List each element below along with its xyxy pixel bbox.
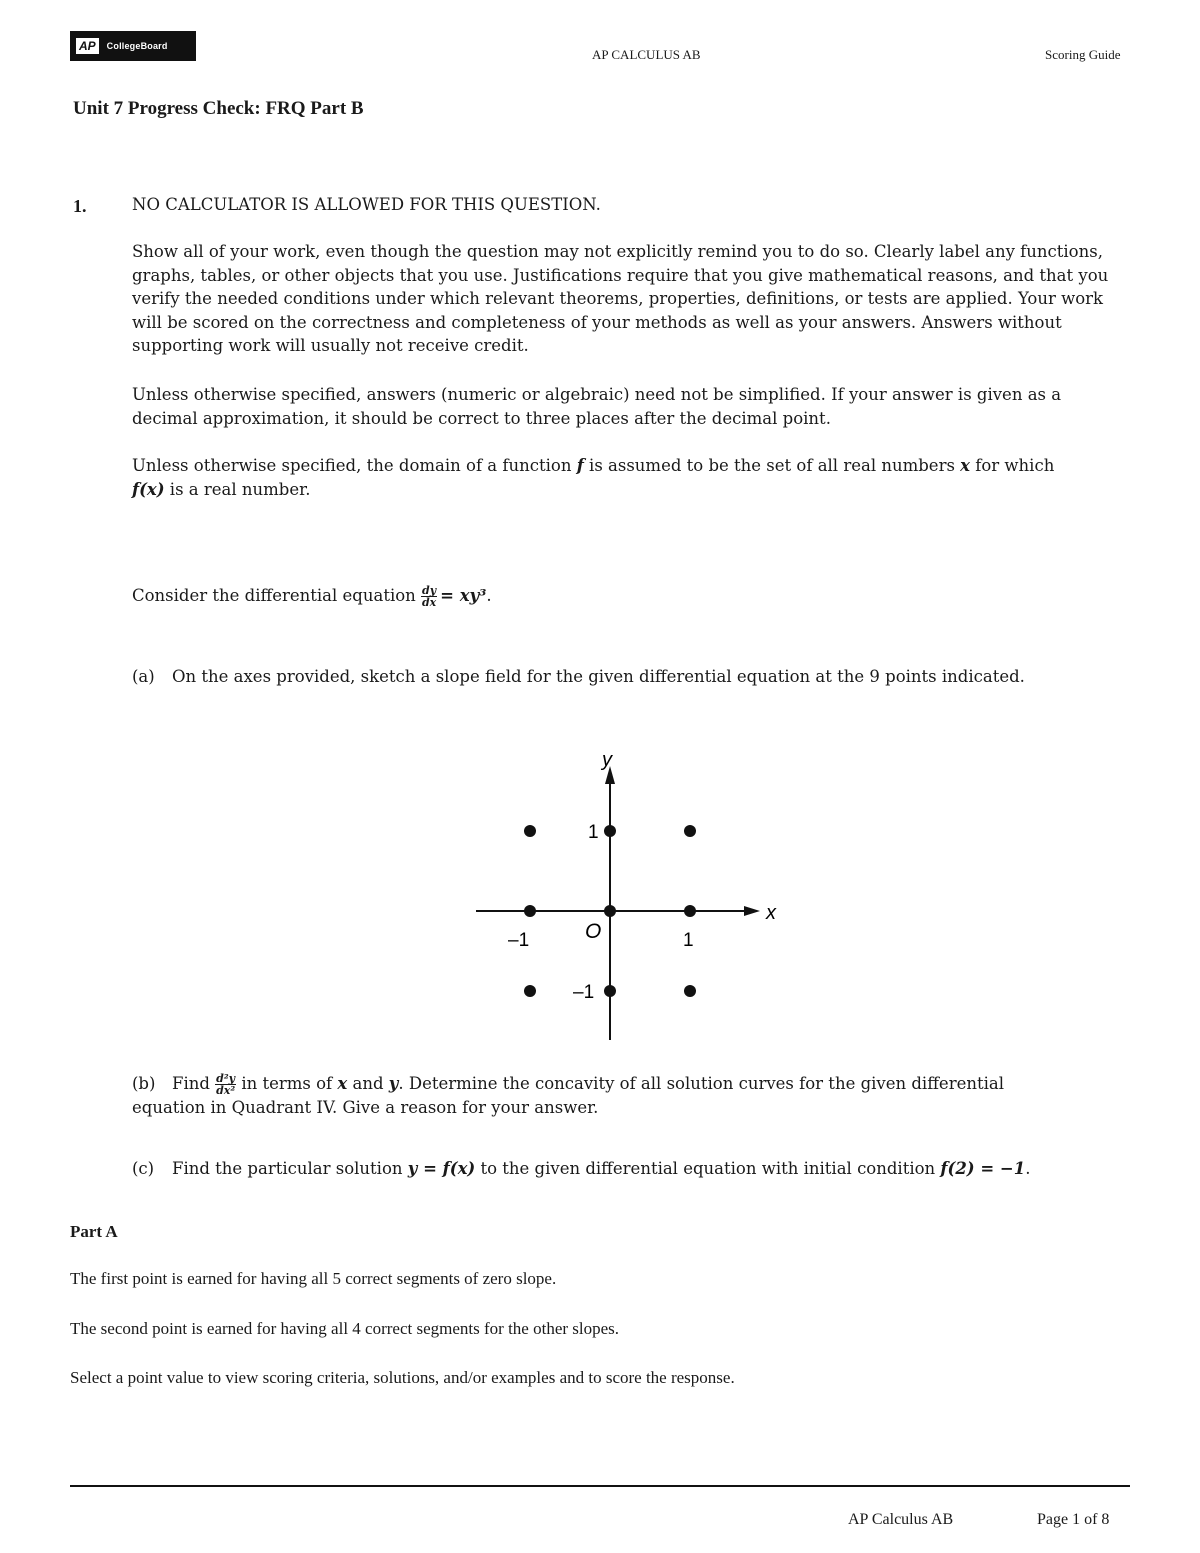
grid-point [524,825,536,837]
grid-point [604,825,616,837]
simplification-paragraph: Unless otherwise specified, answers (numeric or algebraic) need not be simplified. If your answer is given as a decimal approximation, it should be correct to three places after the decimal point. [132,385,1062,428]
grid-point [684,985,696,997]
fraction-numerator: dy [422,584,437,597]
math-initial-condition: f(2) = −1 [940,1159,1026,1178]
scoring-instructions: Select a point value to view scoring criteria, solutions, and/or examples and to score the response. [70,1368,735,1387]
footer-page-number: Page 1 of 8 [1037,1511,1110,1528]
part-c-text-2: to the given differential equation with initial condition [475,1159,941,1178]
logo-ap-mark: AP [76,38,99,54]
calculator-notice: NO CALCULATOR IS ALLOWED FOR THIS QUESTION. [132,195,601,214]
consider-text: Consider the differential equation [132,586,422,605]
grid-point [524,985,536,997]
part-b-prompt [132,1072,1122,1120]
footer-course: AP Calculus AB [848,1511,954,1528]
math-fx: f(x) [132,479,165,499]
y-axis-label: y [602,749,612,771]
part-a-text: On the axes provided, sketch a slope field for the given differential equation at the 9 points indicated. [172,667,1025,686]
grid-point [684,905,696,917]
equation-rhs: = xy³ [440,586,487,605]
part-b-text-1: in terms of [236,1074,338,1093]
part-b-text-2: and [347,1074,389,1093]
x-axis-label: x [766,902,776,924]
header-course: AP CALCULUS AB [592,47,701,62]
grid-point [604,905,616,917]
math-y: y [388,1074,399,1093]
domain-paragraph [132,454,1122,501]
part-a-heading: Part A [70,1222,118,1241]
x-axis-arrow [744,906,760,916]
scoring-line-2: The second point is earned for having all 4 correct segments for the other slopes. [70,1319,620,1338]
grid-point [684,825,696,837]
period: . [486,586,492,605]
part-c-text-1: Find the particular solution [172,1159,408,1178]
question-number: 1. [73,196,87,216]
domain-text-1: Unless otherwise specified, the domain of a function [132,456,577,475]
slope-field-axes [470,740,790,1045]
part-b-find: Find [172,1074,216,1093]
part-c-prompt [132,1157,1122,1181]
math-x: x [337,1074,348,1093]
period: . [1025,1159,1031,1178]
part-a-label: (a) [132,667,155,686]
differential-equation-line [132,584,1122,608]
origin-label: O [585,920,602,943]
part-a-prompt [132,665,1122,689]
fraction-denominator: dx [421,596,437,609]
scoring-line-1: The first point is earned for having all 5 correct segments of zero slope. [70,1269,557,1288]
page-title: Unit 7 Progress Check: FRQ Part B [73,98,364,119]
part-b-text-3: . Determine the concavity of all solution curves for the given differential [398,1074,1005,1093]
tick-label-y-neg: –1 [573,982,595,1003]
d2y-dx2-fraction [215,1073,236,1096]
logo-collegeboard-text: CollegeBoard [106,41,168,51]
grid-point [524,905,536,917]
domain-text-4: is a real number. [164,479,311,499]
domain-text-2: is assumed to be the set of all real numbers [583,456,961,475]
part-c-label: (c) [132,1159,155,1178]
part-b-line-2: equation in Quadrant IV. Give a reason for your answer. [132,1098,599,1117]
fraction-numerator: d²y [216,1072,236,1085]
instructions-paragraph: Show all of your work, even though the question may not explicitly remind you to do so. Clearly label any functions, graphs, tables, or other objects that you use. Justifications require that you give mathematical reasons, and that you verify the needed conditions under which relevant theorems, properties, definitions, or tests are applied. Your work will be scored on the correctness and completeness of your methods as well as your answers. Answers without supporting work will usually not receive credit. [132,242,1109,355]
tick-label-x-neg: –1 [508,930,530,951]
tick-label-y-pos: 1 [588,822,599,843]
math-f: f [576,456,584,475]
footer-divider [70,1485,1130,1487]
fraction-denominator: dx² [216,1084,236,1097]
tick-label-x-pos: 1 [683,930,694,951]
part-b-label: (b) [132,1074,156,1093]
header-scoring-guide: Scoring Guide [1045,47,1121,62]
dy-dx-fraction [421,585,437,608]
math-y-equals-fx: y = f(x) [407,1159,476,1178]
grid-point [604,985,616,997]
domain-text-3: for which [970,456,1055,475]
math-x: x [960,456,971,475]
ap-collegeboard-logo [70,31,196,61]
